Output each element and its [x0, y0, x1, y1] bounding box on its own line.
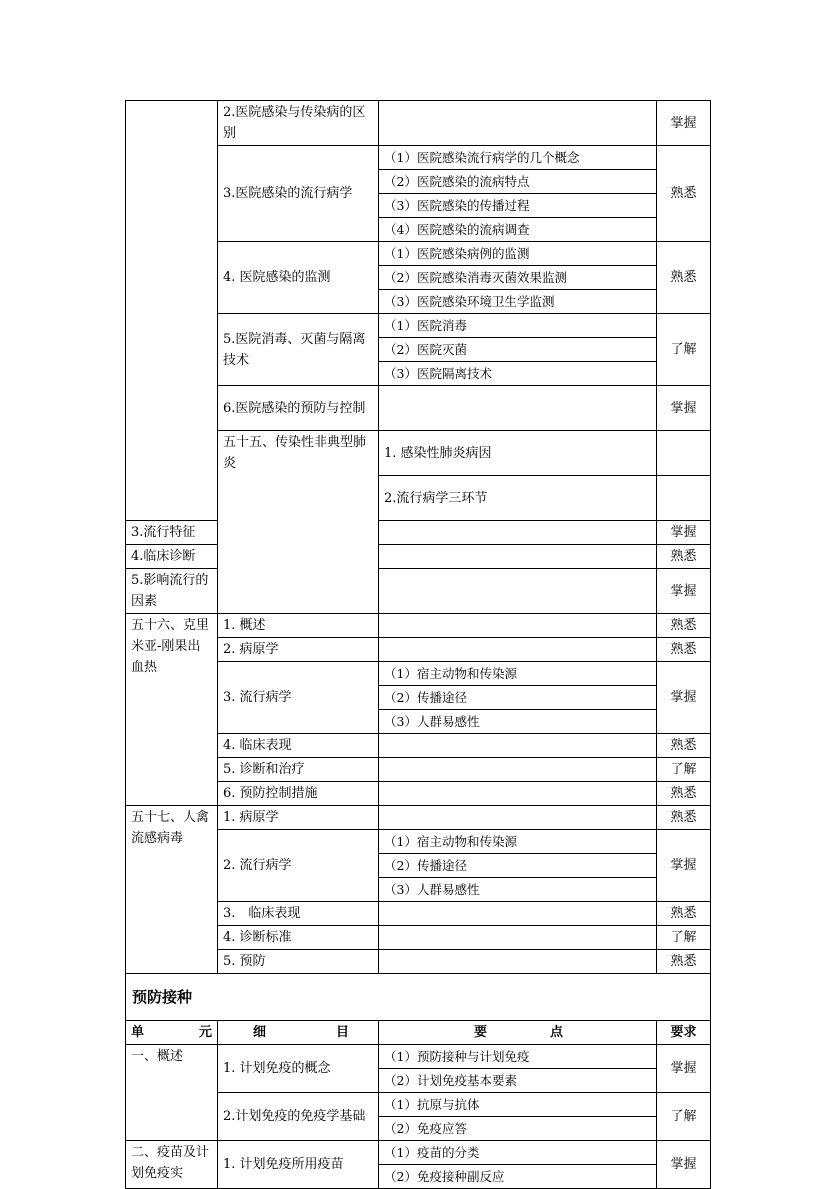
detail-cell: 3.医院感染的流行病学: [218, 146, 379, 242]
point-cell: （1）宿主动物和传染源: [379, 830, 657, 854]
point-cell: （2）传播途径: [379, 854, 657, 878]
requirement-cell: 掌握: [657, 386, 711, 431]
point-cell: （3）人群易感性: [379, 710, 657, 734]
header-requirement: 要求: [657, 1021, 711, 1045]
syllabus-table: [125, 100, 711, 1189]
point-cell: [379, 614, 657, 638]
unit-cell: 五十六、克里米亚-刚果出血热: [126, 614, 218, 806]
requirement-cell: 掌握: [657, 830, 711, 902]
requirement-cell: 熟悉: [657, 242, 711, 314]
point-cell: （2）免疫应答: [379, 1117, 657, 1141]
requirement-cell: 掌握: [657, 662, 711, 734]
detail-cell: 2. 病原学: [218, 638, 379, 662]
point-cell: （2）医院感染的流病特点: [379, 170, 657, 194]
detail-cell: 1. 概述: [218, 614, 379, 638]
point-cell: （3）人群易感性: [379, 878, 657, 902]
detail-cell: 5. 预防: [218, 950, 379, 974]
requirement-cell: 掌握: [657, 1141, 711, 1189]
unit-cell: 五十七、人禽流感病毒: [126, 806, 218, 974]
point-cell: [379, 782, 657, 806]
detail-cell: 2.计划免疫的免疫学基础: [218, 1093, 379, 1141]
point-cell: （1）医院消毒: [379, 314, 657, 338]
point-cell: （2）医院灭菌: [379, 338, 657, 362]
requirement-cell: 了解: [657, 926, 711, 950]
point-cell: [379, 926, 657, 950]
unit-cell: 一、概述: [126, 1045, 218, 1141]
point-cell: （1）医院感染病例的监测: [379, 242, 657, 266]
detail-cell: 1. 病原学: [218, 806, 379, 830]
point-cell: （2）传播途径: [379, 686, 657, 710]
requirement-cell: 掌握: [657, 569, 711, 614]
detail-cell: 4.临床诊断: [126, 545, 218, 569]
header-detail: 细 目: [218, 1021, 379, 1045]
point-cell: [379, 569, 657, 614]
point-cell: （2）医院感染消毒灭菌效果监测: [379, 266, 657, 290]
requirement-cell: 熟悉: [657, 950, 711, 974]
requirement-cell: 了解: [657, 758, 711, 782]
detail-cell: 4. 临床表现: [218, 734, 379, 758]
point-cell: [379, 734, 657, 758]
requirement-cell: 熟悉: [657, 614, 711, 638]
point-cell: [379, 638, 657, 662]
point-cell: （4）医院感染的流病调查: [379, 218, 657, 242]
detail-cell: 5.影响流行的因素: [126, 569, 218, 614]
point-cell: （1）抗原与抗体: [379, 1093, 657, 1117]
point-cell: （2）免疫接种副反应: [379, 1165, 657, 1189]
requirement-cell: 了解: [657, 314, 711, 386]
point-cell: （2）计划免疫基本要素: [379, 1069, 657, 1093]
point-cell: （3）医院隔离技术: [379, 362, 657, 386]
point-cell: [379, 806, 657, 830]
detail-cell: 4. 诊断标准: [218, 926, 379, 950]
requirement-cell: 熟悉: [657, 545, 711, 569]
requirement-cell: 掌握: [657, 101, 711, 146]
requirement-cell: 熟悉: [657, 734, 711, 758]
header-points: 要 点: [379, 1021, 657, 1045]
point-cell: [379, 521, 657, 545]
requirement-cell: 熟悉: [657, 638, 711, 662]
point-cell: [379, 950, 657, 974]
detail-cell: 2.医院感染与传染病的区别: [218, 101, 379, 146]
detail-cell: 5.医院消毒、灭菌与隔离技术: [218, 314, 379, 386]
detail-cell: 2.流行病学三环节: [379, 476, 657, 521]
point-cell: （3）医院感染的传播过程: [379, 194, 657, 218]
requirement-cell: 掌握: [657, 521, 711, 545]
detail-cell: 3.流行特征: [126, 521, 218, 545]
detail-cell: 3. 临床表现: [218, 902, 379, 926]
detail-cell: 5. 诊断和治疗: [218, 758, 379, 782]
requirement-cell: 熟悉: [657, 146, 711, 242]
point-cell: （1）医院感染流行病学的几个概念: [379, 146, 657, 170]
point-cell: [657, 431, 711, 476]
point-cell: （1）宿主动物和传染源: [379, 662, 657, 686]
detail-cell: 2. 流行病学: [218, 830, 379, 902]
detail-cell: 4. 医院感染的监测: [218, 242, 379, 314]
point-cell: [657, 476, 711, 521]
unit-cell: 五十五、传染性非典型肺炎: [218, 431, 379, 614]
unit-cell: [126, 101, 218, 521]
point-cell: [379, 758, 657, 782]
table-header: [126, 1021, 711, 1045]
point-cell: [379, 902, 657, 926]
requirement-cell: 了解: [657, 1093, 711, 1141]
point-cell: （1）预防接种与计划免疫: [379, 1045, 657, 1069]
point-cell: [379, 545, 657, 569]
detail-cell: 3. 流行病学: [218, 662, 379, 734]
unit-cell: 二、疫苗及计划免疫实: [126, 1141, 218, 1189]
requirement-cell: 掌握: [657, 1045, 711, 1093]
detail-cell: 6.医院感染的预防与控制: [218, 386, 379, 431]
point-cell: [379, 101, 657, 146]
detail-cell: 1. 计划免疫的概念: [218, 1045, 379, 1093]
detail-cell: 6. 预防控制措施: [218, 782, 379, 806]
requirement-cell: 熟悉: [657, 902, 711, 926]
requirement-cell: 熟悉: [657, 806, 711, 830]
point-cell: （3）医院感染环境卫生学监测: [379, 290, 657, 314]
point-cell: （1）疫苗的分类: [379, 1141, 657, 1165]
point-cell: [379, 386, 657, 431]
detail-cell: 1. 感染性肺炎病因: [379, 431, 657, 476]
requirement-cell: 熟悉: [657, 782, 711, 806]
section-title: 预防接种: [126, 974, 711, 1021]
header-unit: 单 元: [126, 1021, 218, 1045]
detail-cell: 1. 计划免疫所用疫苗: [218, 1141, 379, 1189]
